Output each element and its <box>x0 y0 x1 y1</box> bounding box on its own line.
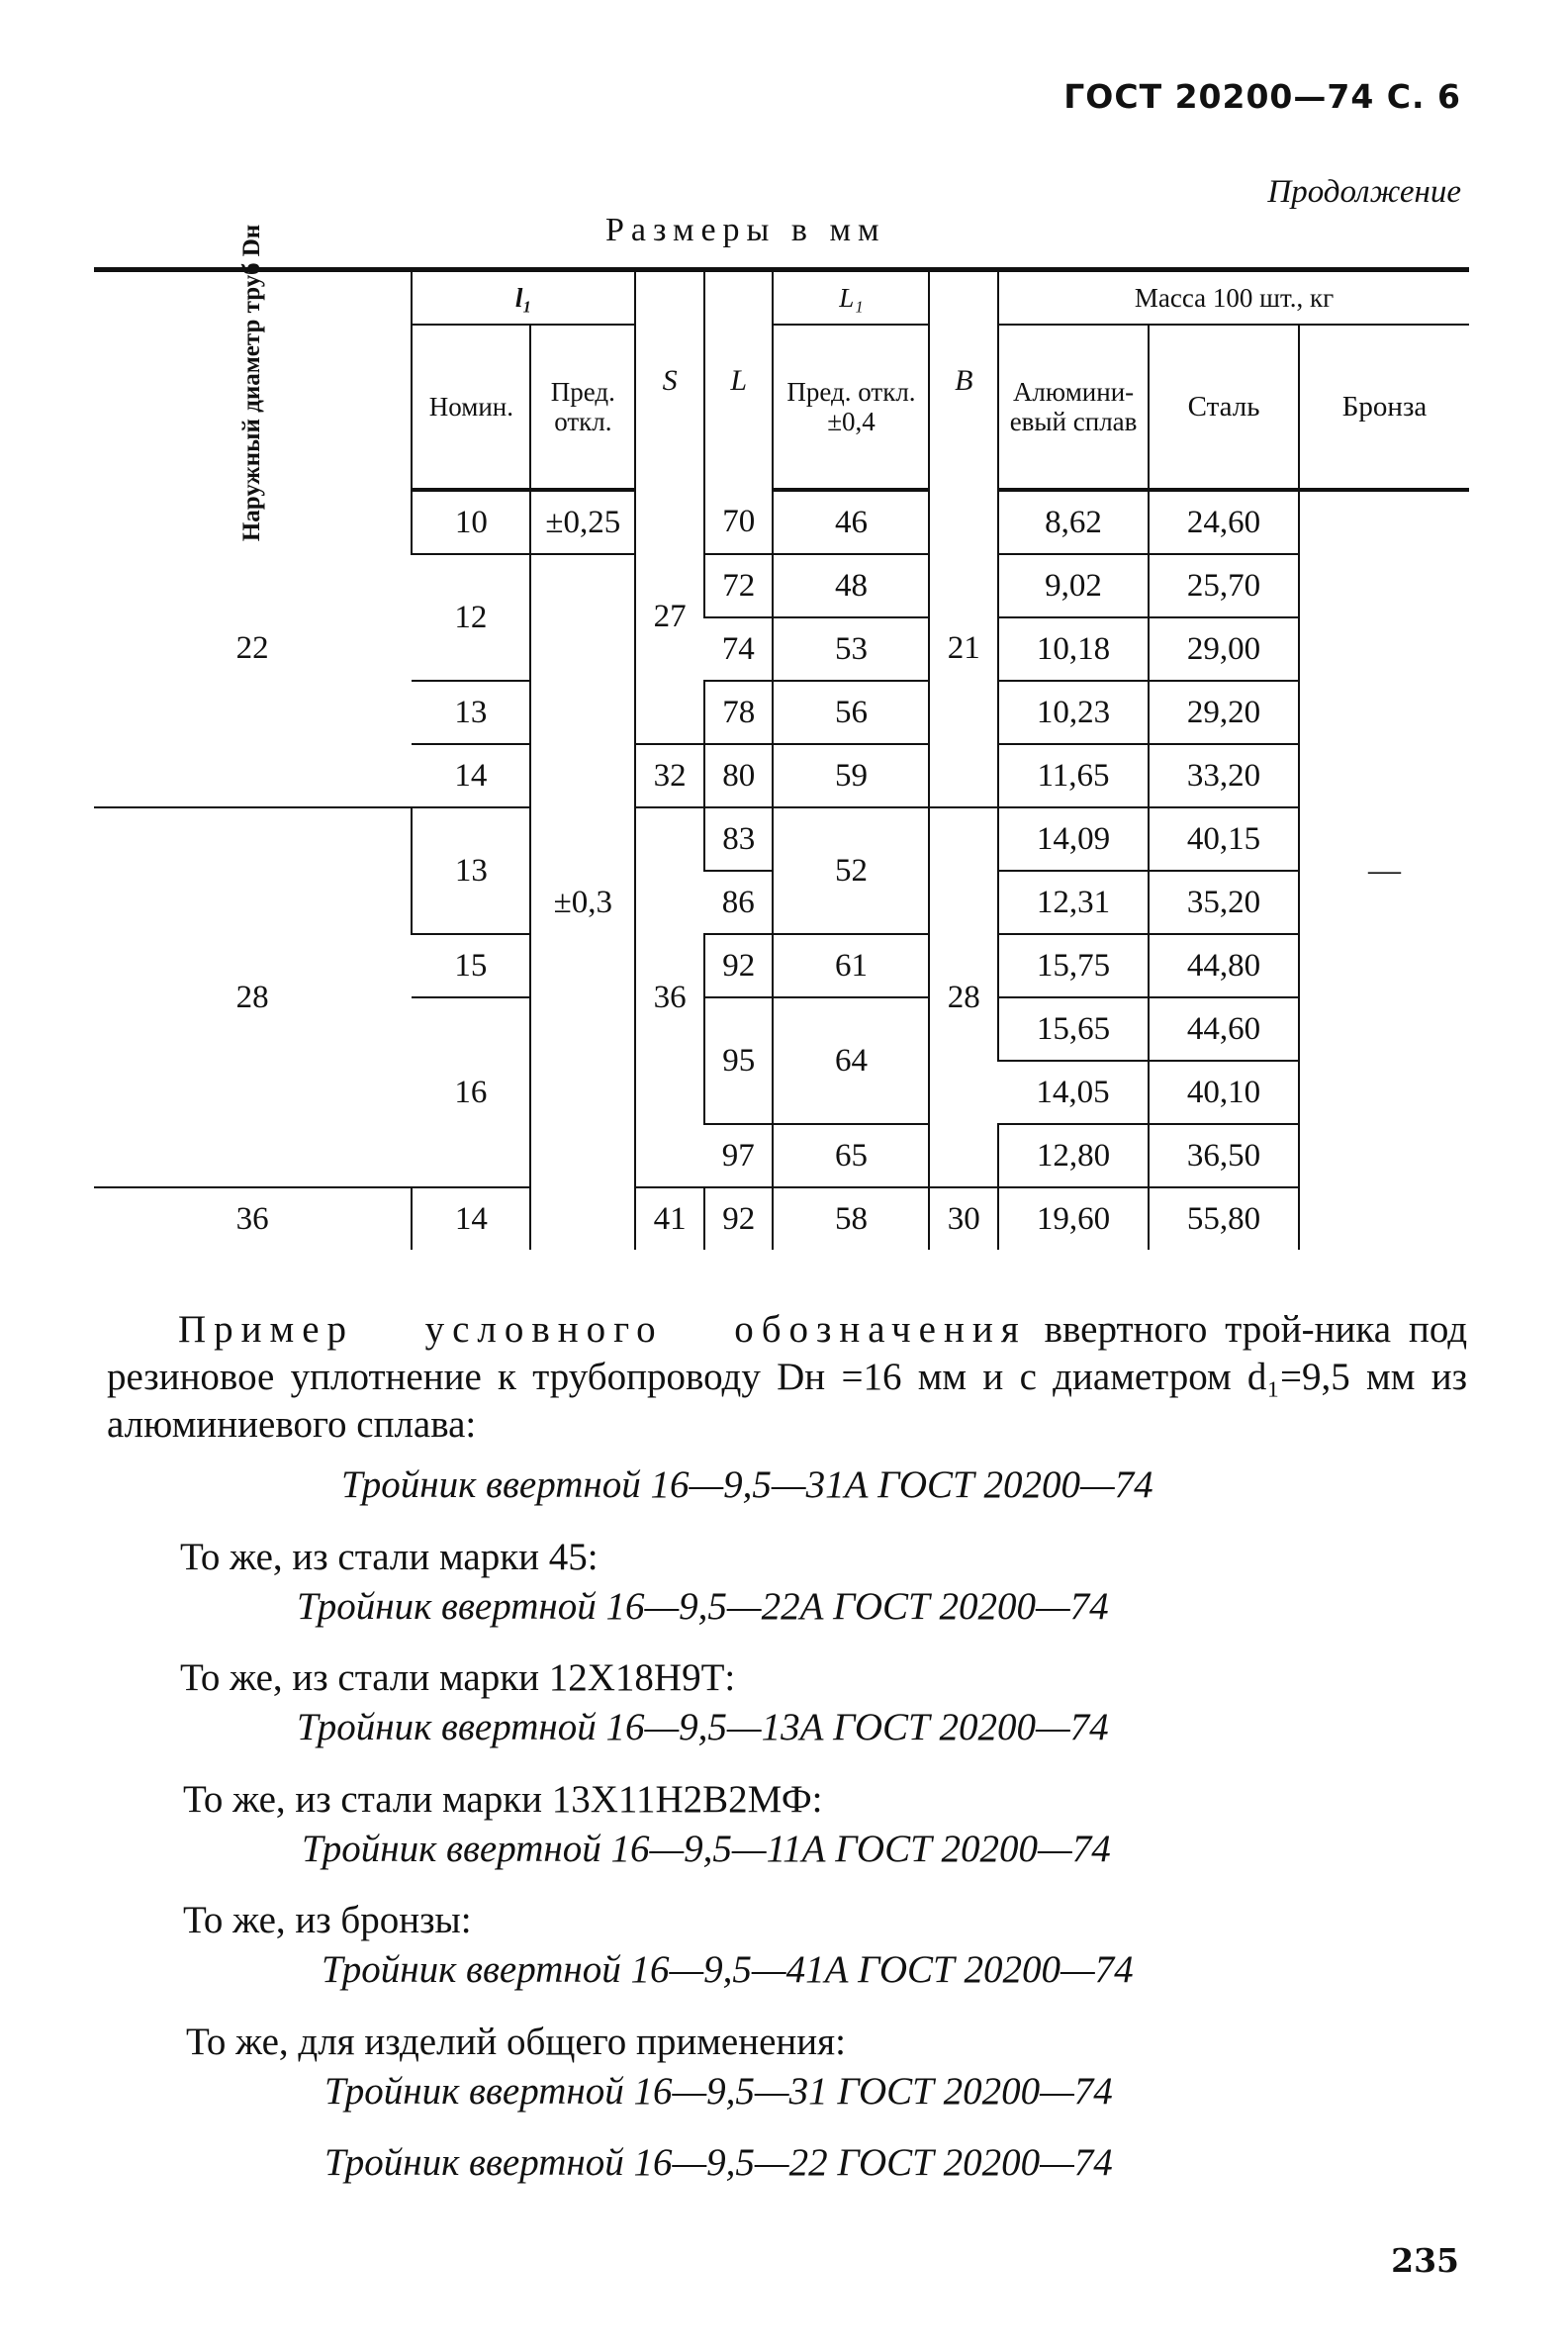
nom-cell: 14 <box>412 1187 530 1250</box>
al-cell: 8,62 <box>998 490 1149 554</box>
example-5: Тройник ввертной 16—9,5—41А ГОСТ 20200—74 <box>322 1948 1134 1991</box>
steel-cell: 40,15 <box>1149 807 1299 871</box>
spaced-word: обозначения <box>734 1308 1027 1351</box>
page-header: ГОСТ 20200—74 С. 6 <box>1063 77 1461 116</box>
nom-cell: 16 <box>412 997 530 1187</box>
subtitle-2: То же, из стали марки 45: <box>180 1536 599 1578</box>
l1-cell: 58 <box>773 1187 929 1250</box>
l1-cell: 61 <box>773 934 929 997</box>
subtitle-6: То же, для изделий общего применения: <box>186 2021 846 2063</box>
steel-cell: 36,50 <box>1149 1124 1299 1187</box>
steel-cell: 44,80 <box>1149 934 1299 997</box>
nom-cell: 13 <box>412 807 530 934</box>
col-l1-nom: Номин. <box>412 325 530 490</box>
spaced-word: условного <box>424 1308 664 1351</box>
col-l1-upper-dev: Пред. откл. ±0,4 <box>773 325 929 490</box>
steel-cell: 44,60 <box>1149 997 1299 1061</box>
steel-cell: 40,10 <box>1149 1061 1299 1124</box>
col-l: L <box>704 270 774 491</box>
nom-cell: 14 <box>412 744 530 807</box>
example-3: Тройник ввертной 16—9,5—13А ГОСТ 20200—74 <box>297 1706 1109 1748</box>
units-label: Размеры в мм <box>605 212 886 248</box>
nom-cell: 13 <box>412 681 530 744</box>
b-cell: 28 <box>929 807 998 1187</box>
al-cell: 15,65 <box>998 997 1149 1061</box>
al-cell: 15,75 <box>998 934 1149 997</box>
col-diameter: Наружный диаметр труб Dн <box>94 270 412 491</box>
diameter-cell: 36 <box>235 1200 269 1237</box>
l-cell: 70 <box>704 490 774 554</box>
l1-cell: 59 <box>773 744 929 807</box>
example-6: Тройник ввертной 16—9,5—31 ГОСТ 20200—74 <box>324 2070 1113 2113</box>
subtitle-5: То же, из бронзы: <box>183 1899 472 1941</box>
l-cell: 78 <box>704 681 774 744</box>
col-l1-dev: Пред. откл. <box>530 325 635 490</box>
designation-paragraph <box>107 1306 1467 1449</box>
nom-cell: 10 <box>412 490 530 554</box>
al-cell: 12,80 <box>998 1124 1149 1187</box>
l1-cell: 65 <box>773 1124 929 1187</box>
subtitle-4: То же, из стали марки 13Х11Н2В2МФ: <box>183 1778 823 1821</box>
steel-cell: 29,00 <box>1149 617 1299 681</box>
b-cell: 21 <box>929 490 998 807</box>
l-cell: 74 <box>704 617 774 681</box>
steel-cell: 29,20 <box>1149 681 1299 744</box>
l1-cell: 64 <box>773 997 929 1124</box>
bronze-cell: — <box>1299 490 1469 1250</box>
col-s: S <box>635 270 704 491</box>
al-cell: 12,31 <box>998 871 1149 934</box>
col-mass-steel: Сталь <box>1149 325 1299 490</box>
col-b: B <box>929 270 998 491</box>
al-cell: 19,60 <box>998 1187 1149 1250</box>
al-cell: 9,02 <box>998 554 1149 617</box>
s-cell: 36 <box>635 807 704 1187</box>
steel-cell: 55,80 <box>1149 1187 1299 1250</box>
al-cell: 10,23 <box>998 681 1149 744</box>
l-cell: 80 <box>704 744 774 807</box>
example-7: Тройник ввертной 16—9,5—22 ГОСТ 20200—74 <box>324 2141 1113 2184</box>
l1-cell: 48 <box>773 554 929 617</box>
l1-cell: 52 <box>773 807 929 934</box>
s-cell: 41 <box>635 1187 704 1250</box>
al-cell: 11,65 <box>998 744 1149 807</box>
s-cell: 27 <box>635 490 704 744</box>
al-cell: 14,09 <box>998 807 1149 871</box>
l-cell: 86 <box>704 871 774 934</box>
col-l1-upper: L₁ <box>773 270 929 326</box>
example-1: Тройник ввертной 16—9,5—31А ГОСТ 20200—74 <box>341 1463 1153 1506</box>
l1-cell: 53 <box>773 617 929 681</box>
table-row <box>94 1187 1469 1250</box>
nom-cell: 15 <box>412 934 530 997</box>
table-row <box>94 807 1469 871</box>
al-cell: 14,05 <box>998 1061 1149 1124</box>
b-cell: 30 <box>929 1187 998 1250</box>
col-mass-al: Алюмини-евый сплав <box>998 325 1149 490</box>
page-number: 235 <box>1391 2241 1459 2280</box>
steel-cell: 33,20 <box>1149 744 1299 807</box>
l-cell: 92 <box>704 1187 774 1250</box>
example-4: Тройник ввертной 16—9,5—11А ГОСТ 20200—74 <box>302 1828 1111 1870</box>
steel-cell: 25,70 <box>1149 554 1299 617</box>
dev-cell: ±0,25 <box>530 490 635 554</box>
l-cell: 72 <box>704 554 774 617</box>
continuation-label: Продолжение <box>1267 174 1461 210</box>
col-mass: Масса 100 шт., кг <box>998 270 1469 326</box>
nom-cell: 12 <box>412 554 530 681</box>
l-cell: 97 <box>704 1124 774 1187</box>
s-cell: 32 <box>635 744 704 807</box>
steel-cell: 35,20 <box>1149 871 1299 934</box>
l-cell: 95 <box>704 997 774 1124</box>
example-2: Тройник ввертной 16—9,5—22А ГОСТ 20200—74 <box>297 1585 1109 1628</box>
l-cell: 92 <box>704 934 774 997</box>
l1-cell: 46 <box>773 490 929 554</box>
diameter-cell: 22 <box>94 490 412 807</box>
subtitle-3: То же, из стали марки 12Х18Н9Т: <box>180 1656 736 1699</box>
al-cell: 10,18 <box>998 617 1149 681</box>
col-l1: l₁ <box>412 270 635 326</box>
l-cell: 83 <box>704 807 774 871</box>
steel-cell: 24,60 <box>1149 490 1299 554</box>
dev-cell: ±0,3 <box>530 554 635 1250</box>
spaced-word: Пример <box>178 1308 355 1351</box>
table-row <box>94 490 1469 554</box>
diameter-cell: 28 <box>94 807 412 1187</box>
paragraph-rest: ввертного трой-ника под резиновое уплотнение к трубопроводу Dн =16 мм и с диаметром d₁=9,5 мм из алюминиевого сплава: <box>107 1308 1468 1446</box>
col-mass-bronze: Бронза <box>1299 325 1469 490</box>
l1-cell: 56 <box>773 681 929 744</box>
